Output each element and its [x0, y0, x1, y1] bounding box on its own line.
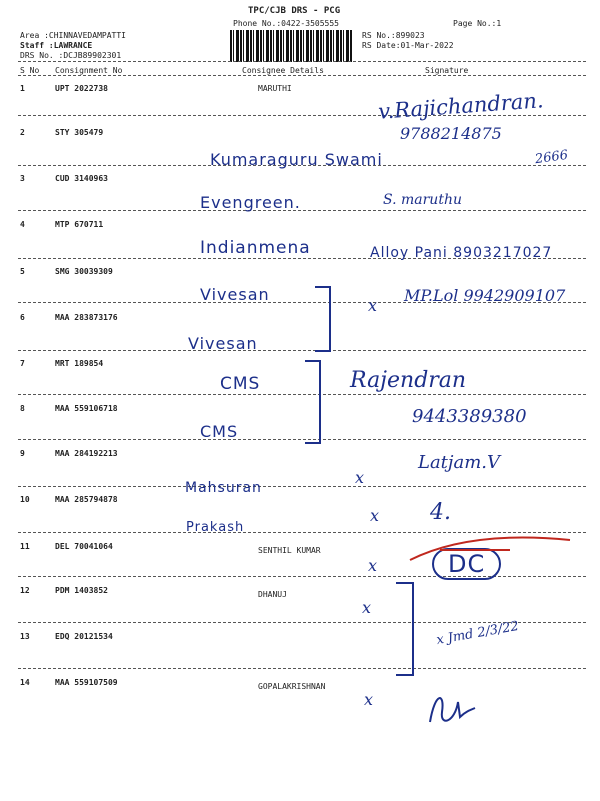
row-divider	[18, 350, 586, 351]
handwritten-consignee: CMS	[220, 374, 261, 394]
row-consignment: SMG 30039309	[55, 267, 113, 276]
x-mark: x	[368, 296, 378, 315]
row-sno: 9	[20, 449, 25, 458]
row-sno: 11	[20, 542, 30, 551]
handwritten-consignee: Evengreen.	[200, 193, 301, 212]
handwritten-signature: S. maruthu	[383, 192, 462, 208]
x-mark: x	[364, 690, 374, 709]
handwritten-consignee: CMS	[200, 422, 239, 441]
x-mark: x	[368, 556, 378, 575]
col-consignee: Consignee Details	[242, 66, 324, 75]
row-sno: 6	[20, 313, 25, 322]
x-mark: x	[355, 468, 365, 487]
row-consignment: MTP 670711	[55, 220, 104, 229]
row-sno: 8	[20, 404, 25, 413]
row-consignment: CUD 3140963	[55, 174, 108, 183]
row-sno: 13	[20, 632, 30, 641]
row-sno: 7	[20, 359, 25, 368]
header-rule-top	[18, 61, 586, 62]
brace-bracket	[305, 360, 321, 444]
rs-number: RS No.:899023	[362, 31, 425, 40]
row-consignment: DEL 70041064	[55, 542, 113, 551]
handwritten-signature: x Jmd 2/3/22	[435, 618, 520, 649]
col-sno: S No	[20, 66, 40, 75]
row-sno: 10	[20, 495, 30, 504]
row-sno: 5	[20, 267, 25, 276]
handwritten-phone: 9443389380	[412, 406, 527, 427]
handwritten-consignee: Indianmena	[200, 238, 311, 258]
row-consignment: STY 305479	[55, 128, 104, 137]
handwritten-phone: 9788214875	[400, 124, 502, 143]
row-divider	[18, 394, 586, 395]
x-mark: x	[362, 598, 372, 617]
handwritten-signature: 4.	[430, 500, 451, 525]
handwritten-signature: Latjam.V	[418, 452, 501, 473]
row-divider	[18, 210, 586, 211]
handwritten-signature: Alloy Pani 8903217027	[370, 245, 553, 261]
brace-bracket	[396, 582, 414, 676]
dc-stamp: DC	[432, 548, 501, 580]
red-strike-mark	[400, 520, 580, 580]
col-signature: Signature	[425, 66, 469, 75]
row-consignment: EDQ 20121534	[55, 632, 113, 641]
area-field: Area :CHINNAVEDAMPATTI	[20, 31, 126, 40]
staff-field: Staff :LAWRANCE	[20, 41, 93, 50]
handwritten-consignee: Prakash	[186, 520, 245, 535]
row-sno: 3	[20, 174, 25, 183]
header-rule-bottom	[18, 75, 586, 76]
barcode	[230, 30, 352, 62]
handwritten-consignee: Vivesan	[188, 334, 258, 353]
row-consignee: SENTHIL KUMAR	[258, 546, 321, 555]
row-sno: 4	[20, 220, 25, 229]
handwritten-consignee: Mahsuran	[185, 480, 262, 496]
signature-scribble	[420, 682, 480, 732]
row-divider	[18, 668, 586, 669]
row-consignment: MAA 559106718	[55, 404, 118, 413]
row-divider	[18, 439, 586, 440]
brace-bracket	[315, 286, 331, 352]
handwritten-signature: MP.Lol 9942909107	[404, 286, 566, 305]
handwritten-consignee: Vivesan	[200, 285, 270, 304]
row-consignment: MRT 189854	[55, 359, 104, 368]
handwritten-consignee: Kumaraguru Swami	[210, 150, 383, 169]
drs-number: DRS No. :DCJB89902301	[20, 51, 122, 60]
x-mark: x	[370, 506, 380, 525]
row-consignment: PDM 1403852	[55, 586, 108, 595]
handwritten-note: 2666	[534, 147, 569, 168]
row-consignment: MAA 283873176	[55, 313, 118, 322]
phone-number: Phone No.:0422-3505555	[233, 19, 339, 28]
rs-date: RS Date:01-Mar-2022	[362, 41, 454, 50]
row-sno: 14	[20, 678, 30, 687]
row-consignment: UPT 2022738	[55, 84, 108, 93]
row-sno: 2	[20, 128, 25, 137]
report-title: TPC/CJB DRS - PCG	[248, 6, 341, 16]
handwritten-signature: Rajendran	[350, 368, 467, 393]
row-sno: 12	[20, 586, 30, 595]
col-consignment: Consignment No	[55, 66, 123, 75]
row-consignment: MAA 285794878	[55, 495, 118, 504]
row-consignee: GOPALAKRISHNAN	[258, 682, 326, 691]
row-consignment: MAA 559107509	[55, 678, 118, 687]
handwritten-signature: v.Rajichandran.	[377, 88, 545, 124]
row-divider	[18, 486, 586, 487]
row-consignment: MAA 284192213	[55, 449, 118, 458]
page-number: Page No.:1	[453, 19, 502, 28]
row-sno: 1	[20, 84, 25, 93]
row-consignee: MARUTHI	[258, 84, 292, 93]
row-consignee: DHANUJ	[258, 590, 287, 599]
